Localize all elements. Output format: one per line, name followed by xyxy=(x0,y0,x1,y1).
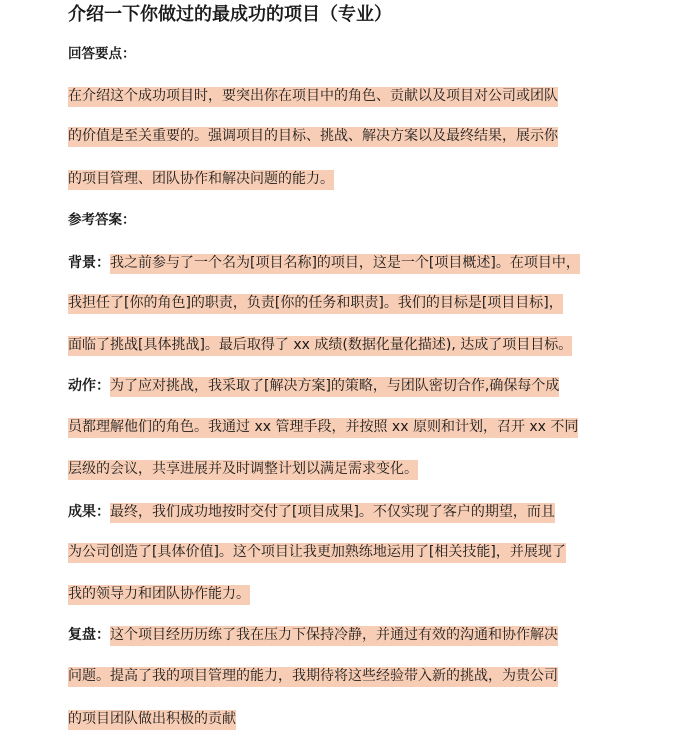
action-label: 动作： xyxy=(68,378,110,394)
highlighted-text: 的项目团队做出积极的贡献 xyxy=(68,710,236,730)
background-line-2 xyxy=(68,291,563,315)
key-points-line-3 xyxy=(68,167,334,191)
highlighted-text: 我之前参与了一个名为[项目名称]的项目，这是一个[项目概述]。在项目中， xyxy=(110,254,580,274)
key-points-line-2 xyxy=(68,124,558,148)
page-title: 介绍一下你做过的最成功的项目（专业） xyxy=(68,4,392,25)
highlighted-text: 的价值是至关重要的。强调项目的目标、挑战、解决方案以及最终结果，展示你 xyxy=(68,127,558,147)
review-line-3 xyxy=(68,707,236,731)
highlighted-text: 最终，我们成功地按时交付了[项目成果]。不仅实现了客户的期望，而且 xyxy=(110,503,555,523)
highlighted-text: 为了应对挑战，我采取了[解决方案]的策略，与团队密切合作,确保每个成 xyxy=(110,377,559,397)
key-points-line-1 xyxy=(68,84,558,108)
highlighted-text: 我担任了[你的角色]的职责，负责[你的任务和职责]。我们的目标是[项目目标]， xyxy=(68,294,563,314)
key-points-heading: 回答要点： xyxy=(68,46,136,62)
result-line-1 xyxy=(68,500,555,524)
highlighted-text: 的项目管理、团队协作和解决问题的能力。 xyxy=(68,170,334,190)
highlighted-text: 问题。提高了我的项目管理的能力，我期待将这些经验带入新的挑战，为贵公司 xyxy=(68,667,558,687)
result-line-2 xyxy=(68,540,566,564)
highlighted-text: 员都理解他们的角色。我通过 xx 管理手段，并按照 xx 原则和计划，召开 xx 不同 xyxy=(68,418,578,438)
highlighted-text: 这个项目经历历练了我在压力下保持冷静，并通过有效的沟通和协作解决 xyxy=(110,626,558,646)
action-line-1 xyxy=(68,374,559,398)
review-line-2 xyxy=(68,664,558,688)
review-label: 复盘： xyxy=(68,627,110,643)
action-line-3 xyxy=(68,457,418,481)
reference-answer-heading: 参考答案： xyxy=(68,212,136,228)
highlighted-text: 为公司创造了[具体价值]。这个项目让我更加熟练地运用了[相关技能]，并展现了 xyxy=(68,543,566,563)
result-line-3 xyxy=(68,582,250,606)
highlighted-text: 我的领导力和团队协作能力。 xyxy=(68,585,250,605)
background-line-1 xyxy=(68,251,580,275)
background-line-3 xyxy=(68,333,572,357)
highlighted-text: 在介绍这个成功项目时，要突出你在项目中的角色、贡献以及项目对公司或团队 xyxy=(68,87,558,107)
result-label: 成果： xyxy=(68,504,110,520)
action-line-2 xyxy=(68,415,578,439)
highlighted-text: 层级的会议，共享进展并及时调整计划以满足需求变化。 xyxy=(68,460,418,480)
review-line-1 xyxy=(68,623,558,647)
highlighted-text: 面临了挑战[具体挑战]。最后取得了 xx 成绩(数据化量化描述), 达成了项目目标。 xyxy=(68,336,572,356)
background-label: 背景： xyxy=(68,255,110,271)
